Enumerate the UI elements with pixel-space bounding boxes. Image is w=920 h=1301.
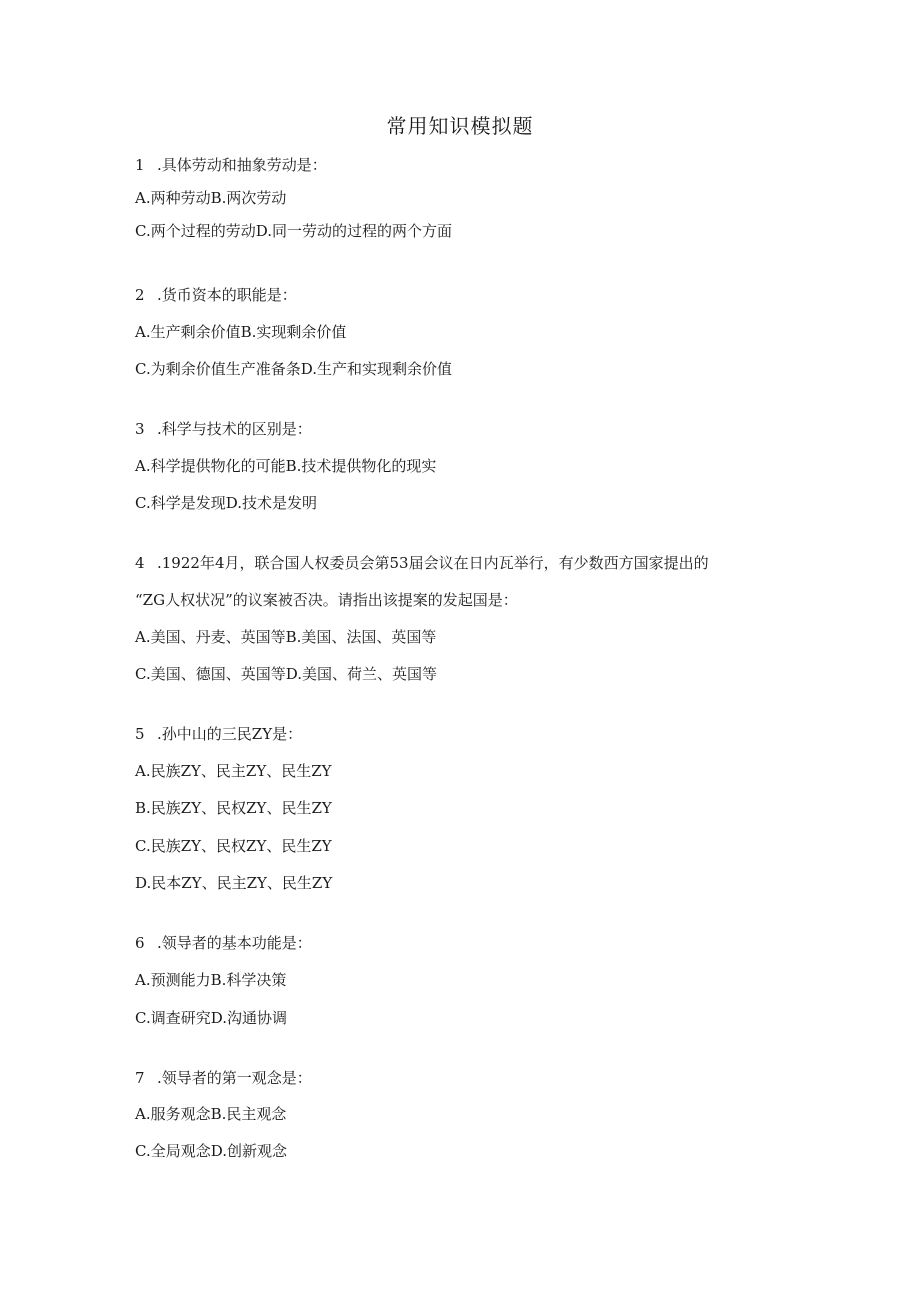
question-text: .领导者的第一观念是： <box>157 1069 312 1087</box>
question-number: 6 <box>135 934 145 952</box>
question-6-stem <box>135 933 312 953</box>
question-text: .1922年4月，联合国人权委员会第53届会议在日内瓦举行，有少数西方国家提出的 <box>157 554 709 572</box>
question-4-option-row-1: A.美国、丹麦、英国等B.美国、法国、英国等 <box>135 628 437 646</box>
question-7-stem <box>135 1068 312 1088</box>
question-5-stem <box>135 724 302 744</box>
question-text: .货币资本的职能是： <box>157 286 297 304</box>
question-5-option-b: B.民族ZY、民权ZY、民生ZY <box>135 799 332 817</box>
question-3-stem <box>135 419 312 439</box>
question-5-option-a: A.民族ZY、民主ZY、民生ZY <box>135 762 332 780</box>
question-7-option-row-2: C.全局观念D.创新观念 <box>135 1142 287 1160</box>
question-2-stem <box>135 285 297 305</box>
question-3-option-row-2: C.科学是发现D.技术是发明 <box>135 494 317 512</box>
question-number: 1 <box>135 156 145 174</box>
question-number: 7 <box>135 1069 145 1087</box>
document-title: 常用知识模拟题 <box>386 114 534 138</box>
question-text: .领导者的基本功能是： <box>157 934 312 952</box>
question-2-option-row-2: C.为剩余价值生产准备条D.生产和实现剩余价值 <box>135 360 452 378</box>
question-text: .科学与技术的区别是： <box>157 420 312 438</box>
question-6-option-row-1: A.预测能力B.科学决策 <box>135 971 287 989</box>
question-4-stem-continuation: “ZG人权状况”的议案被否决。请指出该提案的发起国是： <box>135 591 518 609</box>
question-1-stem <box>135 155 327 175</box>
question-5-option-d: D.民本ZY、民主ZY、民生ZY <box>135 874 333 892</box>
question-number: 2 <box>135 286 145 304</box>
question-number: 4 <box>135 554 145 572</box>
question-number: 3 <box>135 420 145 438</box>
question-4-option-row-2: C.美国、德国、英国等D.美国、荷兰、英国等 <box>135 665 437 683</box>
question-3-option-row-1: A.科学提供物化的可能B.技术提供物化的现实 <box>135 457 437 475</box>
question-text: .具体劳动和抽象劳动是： <box>157 156 327 174</box>
question-4-stem <box>135 553 709 573</box>
question-7-option-row-1: A.服务观念B.民主观念 <box>135 1105 287 1123</box>
question-text: .孙中山的三民ZY是： <box>157 725 303 743</box>
question-1-option-row-1: A.两种劳动B.两次劳动 <box>135 189 287 207</box>
question-number: 5 <box>135 725 145 743</box>
question-6-option-row-2: C.调查研究D.沟通协调 <box>135 1009 287 1027</box>
question-1-option-row-2: C.两个过程的劳动D.同一劳动的过程的两个方面 <box>135 222 452 240</box>
question-2-option-row-1: A.生产剩余价值B.实现剩余价值 <box>135 323 347 341</box>
question-5-option-c: C.民族ZY、民权ZY、民生ZY <box>135 837 332 855</box>
